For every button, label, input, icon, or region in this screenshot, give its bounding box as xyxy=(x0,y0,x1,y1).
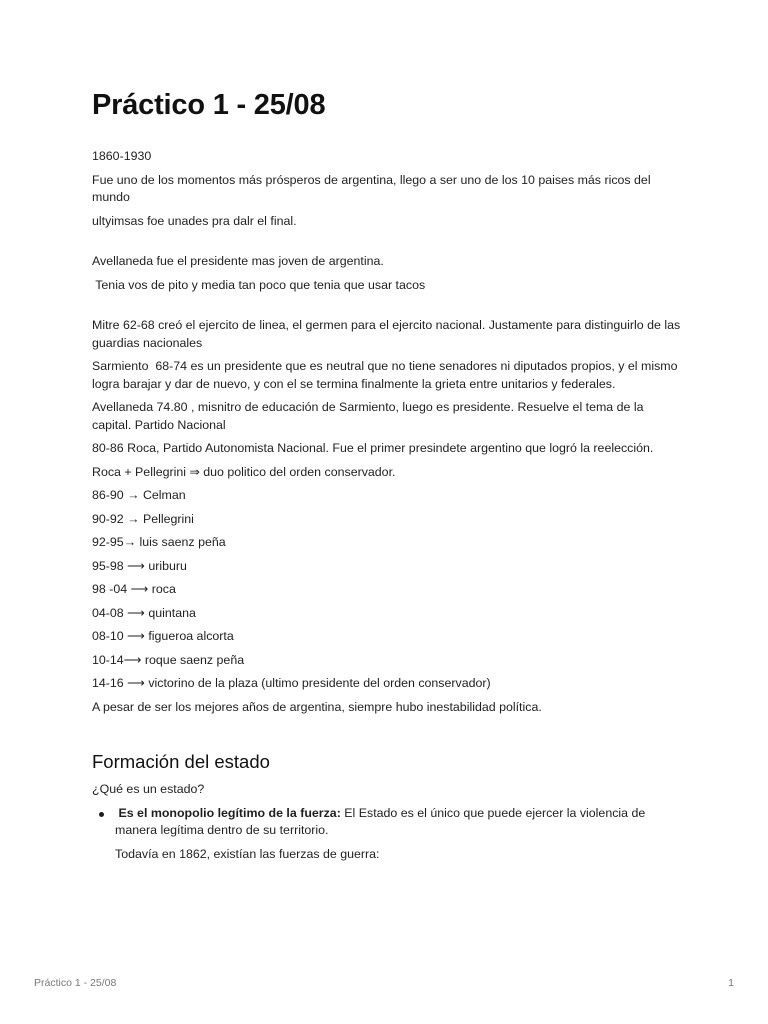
president-line: 14-16 ⟶ victorino de la plaza (ultimo presidente del orden conservador) xyxy=(92,676,491,690)
paragraph: A pesar de ser los mejores años de argentina, siempre hubo inestabilidad política. xyxy=(92,699,542,714)
page-title: Práctico 1 - 25/08 xyxy=(92,89,326,121)
paragraph: Avellaneda 74.80 , misnitro de educación de Sarmiento, luego es presidente. Resuelve el tema de la capital. Partido Nacional xyxy=(92,400,644,432)
paragraph: 1860-1930 xyxy=(92,149,152,163)
president-line: 86-90 → Celman xyxy=(92,488,186,502)
spacer xyxy=(92,300,682,317)
bullet-list xyxy=(92,805,682,840)
paragraph: Roca + Pellegrini ⇒ duo politico del orden conservador. xyxy=(92,464,396,479)
president-line: 92-95→ luis saenz peña xyxy=(92,535,226,549)
footer-title: Práctico 1 - 25/08 xyxy=(34,977,117,989)
president-line: 90-92 → Pellegrini xyxy=(92,511,194,526)
president-line: 08-10 ⟶ figueroa alcorta xyxy=(92,629,234,643)
paragraph: ultyimsas foe unades pra dalr el final. xyxy=(92,213,297,228)
document-content xyxy=(92,86,682,869)
section-question: ¿Qué es un estado? xyxy=(92,782,205,796)
paragraph: Mitre 62-68 creó el ejercito de linea, el germen para el ejercito nacional. Justamente para distinguirlo de las guardias nacionales xyxy=(92,318,681,350)
bold-term: Es el monopolio legítimo de la fuerza: xyxy=(115,805,341,820)
paragraph: Avellaneda fue el presidente mas joven de argentina. xyxy=(92,254,384,268)
paragraph: Tenia vos de pito y media tan poco que tenia que usar tacos xyxy=(92,277,426,292)
paragraph: Sarmiento 68-74 es un presidente que es neutral que no tiene senadores ni diputados propios, y el mismo logra barajar y dar de nuevo, y con el se termina finalmente la grieta entre unitarios y federales. xyxy=(92,359,681,391)
paragraph: Fue uno de los momentos más prósperos de argentina, llego a ser uno de los 10 paises más ricos del mundo xyxy=(92,172,651,204)
list-item xyxy=(92,805,682,840)
indented-paragraph: Todavía en 1862, existían las fuerzas de guerra: xyxy=(115,846,380,861)
bullet-icon xyxy=(99,812,104,817)
list-item-text: El Estado es el único que puede ejercer la violencia de manera legítima dentro de su territorio. xyxy=(115,805,646,837)
president-line: 98 -04 ⟶ roca xyxy=(92,582,176,596)
president-line: 95-98 ⟶ uriburu xyxy=(92,558,187,573)
president-line: 04-08 ⟶ quintana xyxy=(92,605,196,620)
paragraph: 80-86 Roca, Partido Autonomista Nacional. Fue el primer presindete argentino que logró la reelección. xyxy=(92,441,654,455)
president-line: 10-14⟶ roque saenz peña xyxy=(92,652,245,667)
spacer xyxy=(92,236,682,253)
page-number: 1 xyxy=(728,977,734,989)
section-heading: Formación del estado xyxy=(92,751,270,772)
